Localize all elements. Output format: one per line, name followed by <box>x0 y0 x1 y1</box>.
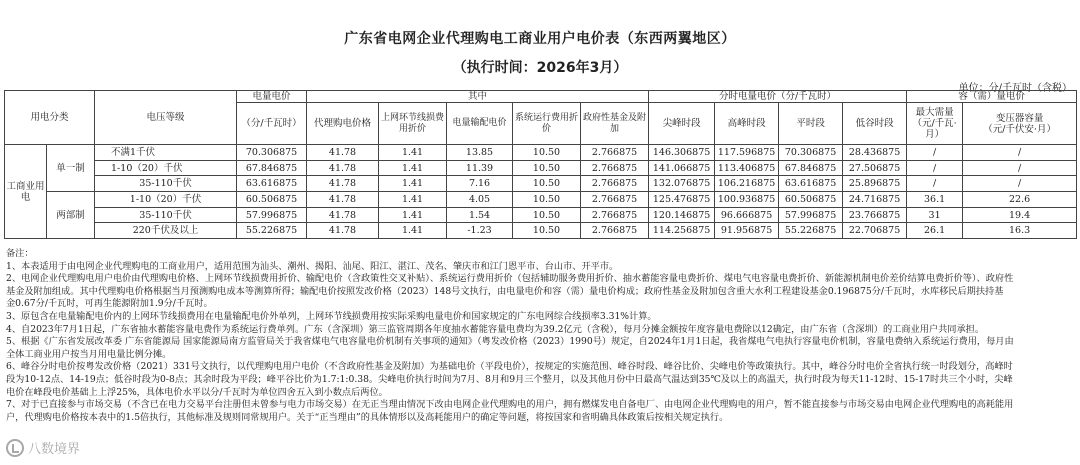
cell-trans: 7.16 <box>447 176 513 192</box>
note-line: 电价在峰段电价基础上上浮25%，具体电价水平以分/千瓦时为单位四舍五入到小数点后两位。 <box>6 386 388 398</box>
cell-trans: 4.05 <box>447 192 513 208</box>
header-energy-price: 电量电价 <box>237 91 307 103</box>
cell-energy: 67.846875 <box>237 160 307 176</box>
watermark-text: 八数境界 <box>28 442 81 457</box>
cell-peak: 96.666875 <box>715 207 779 223</box>
cell-peak: 100.936875 <box>715 192 779 208</box>
cell-sys: 10.50 <box>513 176 581 192</box>
cell-valley: 28.436875 <box>843 145 907 161</box>
header-transformer-label: 变压器容量 <box>995 112 1044 124</box>
header-among: 其中 <box>307 91 649 103</box>
note-line: 5、根据《广东省发展改革委 广东省能源局 国家能源局南方监管局关于我省煤电气电容量电价机制有关事项的通知》（粤发改价格（2023）1990号）规定，自2024年1月1日起，我省煤电气电执行容量电价机制，容量电费纳入系统运行费用，每月由 <box>6 336 1014 348</box>
note-line: 全体工商业用户按当月用电量比例分摊。 <box>6 348 172 360</box>
cell-proxy: 41.78 <box>307 207 379 223</box>
page-subtitle: （执行时间：2026年3月） <box>452 60 628 76</box>
unit-label: 单位：分/千瓦时（含税） <box>958 83 1072 94</box>
page-title: 广东省电网企业代理购电工商业用户电价表（东西两翼地区） <box>344 31 736 47</box>
cell-loss: 1.41 <box>379 160 447 176</box>
cell-fund: 2.766875 <box>581 145 649 161</box>
table-row <box>5 160 1077 176</box>
header-max-demand-unit: （元/千瓦·月） <box>912 118 957 140</box>
cell-transformer: / <box>963 160 1077 176</box>
cell-sys: 10.50 <box>513 192 581 208</box>
cell-loss: 1.41 <box>379 176 447 192</box>
header-transformer <box>963 103 1077 145</box>
watermark-logo-icon <box>6 439 24 457</box>
header-transformer-unit: （元/千伏安·月） <box>983 123 1056 135</box>
cell-fund: 2.766875 <box>581 223 649 239</box>
cell-loss: 1.41 <box>379 192 447 208</box>
note-line: 1、本表适用于由电网企业代理购电的工商业用户，适用范围为汕头、潮州、揭阳、汕尾、阳江、湛江、茂名、肇庆市和江门恩平市、台山市、开平市。 <box>6 260 619 272</box>
cell-proxy: 41.78 <box>307 160 379 176</box>
note-line: 3、原包含在电量输配电价内的上网环节线损费用在电量输配电价外单列，上网环节线损费用按实际采购电量电价和国家规定的广东电网综合线损率3.31%计算。 <box>6 310 657 322</box>
cell-trans: 1.54 <box>447 207 513 223</box>
cell-sharp: 141.066875 <box>649 160 715 176</box>
cell-demand: / <box>907 145 963 161</box>
notes-heading: 备注： <box>6 248 34 259</box>
cell-trans: 11.39 <box>447 160 513 176</box>
note-line: 基金及附加组成。其中代理购电价格根据当月预测购电成本等测算所得；输配电价按照发改价格（2023）148号文执行，由电量电价和容（需）量电价构成；政府性基金及附加包含重大水利工程建设基金0.196875分/千瓦时，水库移民后期扶持基 <box>6 285 1004 297</box>
cell-demand: / <box>907 176 963 192</box>
cell-voltage: 不满1千伏 <box>95 145 237 161</box>
header-capacity: 容（需）量电价 <box>907 91 1077 103</box>
cell-voltage: 1-10（20）千伏 <box>95 192 237 208</box>
cell-demand: 26.1 <box>907 223 963 239</box>
cell-trans: 13.85 <box>447 145 513 161</box>
cell-demand: 36.1 <box>907 192 963 208</box>
cell-energy: 60.506875 <box>237 192 307 208</box>
cell-sharp: 120.146875 <box>649 207 715 223</box>
cell-proxy: 41.78 <box>307 145 379 161</box>
header-max-demand <box>907 103 963 145</box>
cell-demand: 31 <box>907 207 963 223</box>
cell-proxy: 41.78 <box>307 192 379 208</box>
cell-voltage: 35-110千伏 <box>95 207 237 223</box>
cell-valley: 24.716875 <box>843 192 907 208</box>
cell-flat: 55.226875 <box>779 223 843 239</box>
cell-valley: 25.896875 <box>843 176 907 192</box>
cell-flat: 60.506875 <box>779 192 843 208</box>
cell-flat: 57.996875 <box>779 207 843 223</box>
row-single-label: 单一制 <box>47 145 95 192</box>
cell-energy: 57.996875 <box>237 207 307 223</box>
cell-valley: 23.766875 <box>843 207 907 223</box>
cell-valley: 27.506875 <box>843 160 907 176</box>
cell-transformer: 19.4 <box>963 207 1077 223</box>
cell-loss: 1.41 <box>379 207 447 223</box>
header-sharp: 尖峰时段 <box>649 103 715 145</box>
cell-sharp: 132.076875 <box>649 176 715 192</box>
cell-voltage: 220千伏及以上 <box>95 223 237 239</box>
cell-trans: -1.23 <box>447 223 513 239</box>
cell-valley: 22.706875 <box>843 223 907 239</box>
row-group-label: 工商业用电 <box>5 145 47 239</box>
cell-peak: 117.596875 <box>715 145 779 161</box>
cell-transformer: 16.3 <box>963 223 1077 239</box>
cell-proxy: 41.78 <box>307 176 379 192</box>
table-row <box>5 223 1077 239</box>
watermark <box>6 438 80 457</box>
cell-sharp: 125.476875 <box>649 192 715 208</box>
note-line: 6、峰谷分时电价按粤发改价格（2021）331号文执行，以代理购电用户电价（不含政府性基金及附加）为基础电价（平段电价），按规定的实施范围、峰谷时段、峰谷比价、尖峰电价等政策执行。其中，峰谷分时电价全省执行统一时段划分，高峰时 <box>6 361 1013 373</box>
cell-peak: 113.406875 <box>715 160 779 176</box>
cell-transformer: / <box>963 145 1077 161</box>
notes-section <box>6 248 1074 424</box>
cell-flat: 67.846875 <box>779 160 843 176</box>
row-dual-label: 两部制 <box>47 192 95 239</box>
table-row <box>5 192 1077 208</box>
header-transmission: 电量输配电价 <box>447 103 513 145</box>
header-max-demand-label: 最大需量 <box>915 107 954 118</box>
cell-voltage: 1-10（20）千伏 <box>95 160 237 176</box>
cell-sys: 10.50 <box>513 207 581 223</box>
cell-fund: 2.766875 <box>581 160 649 176</box>
note-line: 段为10-12点、14-19点；低谷时段为0-8点；其余时段为平段；峰平谷比价为1.7:1:0.38。尖峰电价执行时间为7月、8月和9月三个整月，以及其他月份中日最高气温达到35℃及以上的高温天，执行时段为每天11-12时、15-17时共三个小时，尖峰 <box>6 373 1013 385</box>
header-proxy-price: 代理购电价格 <box>307 103 379 145</box>
header-flat: 平时段 <box>779 103 843 145</box>
header-tou: 分时电量电价（分/千瓦时） <box>649 91 907 103</box>
cell-flat: 63.616875 <box>779 176 843 192</box>
cell-energy: 63.616875 <box>237 176 307 192</box>
table-row <box>5 176 1077 192</box>
cell-energy: 55.226875 <box>237 223 307 239</box>
cell-peak: 106.216875 <box>715 176 779 192</box>
cell-transformer: / <box>963 176 1077 192</box>
cell-loss: 1.41 <box>379 223 447 239</box>
cell-flat: 70.306875 <box>779 145 843 161</box>
header-line-loss: 上网环节线损费用折价 <box>379 103 447 145</box>
note-line: 2、电网企业代理购电用户电价由代理购电价格、上网环节线损费用折价、输配电价（含政策性交叉补贴）、系统运行费用折价（包括辅助服务费用折价、抽水蓄能容量电费折价、煤电气电容量电费折价、新能源机制电价差价结算电费折价等）、政府性 <box>6 273 1014 285</box>
note-line: 7、对于已直接参与市场交易（不含已在电力交易平台注册但未曾参与电力市场交易）在无正当理由情况下改由电网企业代理购电的用户，拥有燃煤发电自备电厂、由电网企业代理购电的用户，暂不能直接参与市场交易由电网企业代理购电的高耗能用 <box>6 399 1014 411</box>
header-voltage: 电压等级 <box>95 91 237 145</box>
header-energy-price-unit: （分/千瓦时） <box>237 103 307 145</box>
header-category: 用电分类 <box>5 91 95 145</box>
note-line: 4、自2023年7月1日起，广东省抽水蓄能容量电费作为系统运行费单列。广东（含深圳）第三监管周期各年度抽水蓄能容量电费均为39.2亿元（含税），每月分摊金额按年度容量电费除以12确定，由广东省（含深圳）的工商业用户共同承担。 <box>6 323 985 335</box>
cell-proxy: 41.78 <box>307 223 379 239</box>
table-row <box>5 145 1077 161</box>
cell-sharp: 146.306875 <box>649 145 715 161</box>
cell-sharp: 114.256875 <box>649 223 715 239</box>
header-peak: 高峰时段 <box>715 103 779 145</box>
cell-transformer: 22.6 <box>963 192 1077 208</box>
cell-loss: 1.41 <box>379 145 447 161</box>
price-table <box>4 90 1077 239</box>
note-line: 金0.67分/千瓦时，可再生能源附加1.9分/千瓦时。 <box>6 298 213 310</box>
cell-fund: 2.766875 <box>581 207 649 223</box>
cell-demand: / <box>907 160 963 176</box>
table-row <box>5 207 1077 223</box>
cell-fund: 2.766875 <box>581 192 649 208</box>
cell-sys: 10.50 <box>513 160 581 176</box>
note-line: 户，代理购电价格按本表中的1.5倍执行，其他标准及规则同常规用户。关于“正当理由”的具体情形以及高耗能用户的确定等问题，将按国家和省明确具体政策后按相关规定执行。 <box>6 411 729 423</box>
cell-energy: 70.306875 <box>237 145 307 161</box>
header-gov-fund: 政府性基金及附加 <box>581 103 649 145</box>
header-valley: 低谷时段 <box>843 103 907 145</box>
cell-voltage: 35-110千伏 <box>95 176 237 192</box>
header-system-cost: 系统运行费用折价 <box>513 103 581 145</box>
cell-fund: 2.766875 <box>581 176 649 192</box>
cell-peak: 91.956875 <box>715 223 779 239</box>
cell-sys: 10.50 <box>513 223 581 239</box>
cell-sys: 10.50 <box>513 145 581 161</box>
